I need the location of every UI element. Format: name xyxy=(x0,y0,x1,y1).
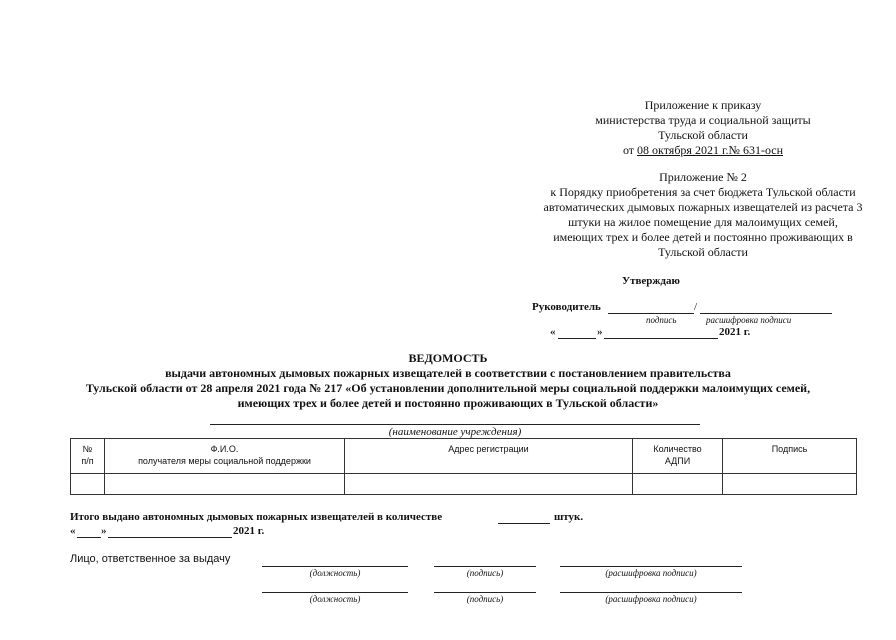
head-decoding-line xyxy=(700,313,832,314)
caption-decoding: расшифровка подписи xyxy=(706,315,792,325)
table-cell[interactable] xyxy=(345,474,633,495)
approval-month-line xyxy=(604,338,718,339)
appendix-2-block xyxy=(520,170,886,260)
table-row xyxy=(71,474,857,495)
approval-day-line xyxy=(558,338,596,339)
appendix-order-line3: Тульской области xyxy=(658,128,748,142)
header-number-label: № п/п xyxy=(81,444,94,466)
totals-date-open: « xyxy=(70,525,76,537)
table-cell[interactable] xyxy=(105,474,345,495)
table-cell[interactable] xyxy=(71,474,105,495)
signature-line xyxy=(434,566,536,567)
totals-suffix: штук. xyxy=(554,511,584,523)
header-name-label: Ф.И.О. получателя меры социальной поддержки xyxy=(138,444,311,466)
approval-date-close: » xyxy=(597,326,603,338)
subtitle-line: выдачи автономных дымовых пожарных извещателей в соответствии с постановлением правительства xyxy=(165,366,731,380)
decoding-caption: (расшифровка подписи) xyxy=(605,594,697,604)
header-name xyxy=(105,439,345,474)
appendix-2-line: к Порядку приобретения за счет бюджета Тульской области xyxy=(550,185,856,199)
subtitle-line: имеющих трех и более детей и постоянно проживающих в Тульской области» xyxy=(237,396,659,410)
totals-month-line xyxy=(108,537,232,538)
caption-signature: подпись xyxy=(646,315,677,325)
table-cell[interactable] xyxy=(633,474,723,495)
table-cell[interactable] xyxy=(723,474,857,495)
order-date: 08 октября 2021 г. xyxy=(637,143,729,157)
appendix-2-line: имеющих трех и более детей и постоянно проживающих в xyxy=(553,230,853,244)
position-caption: (должность) xyxy=(309,568,361,578)
totals-year: 2021 г. xyxy=(233,525,265,537)
appendix-order-line2: министерства труда и социальной защиты xyxy=(595,113,811,127)
header-address xyxy=(345,439,633,474)
appendix-2-line: штуки на жилое помещение для малоимущих семей, xyxy=(568,215,838,229)
institution-caption: (наименование учреждения) xyxy=(388,426,522,438)
appendix-order-date xyxy=(560,143,846,158)
responsible-label: Лицо, ответственное за выдачу xyxy=(70,553,231,565)
signature-caption: (подпись) xyxy=(466,594,504,604)
signature-line xyxy=(434,592,536,593)
totals-date-close: » xyxy=(101,525,107,537)
position-caption: (должность) xyxy=(309,594,361,604)
table-header-row xyxy=(71,439,857,474)
position-line xyxy=(262,592,408,593)
approval-date-open: « xyxy=(550,326,556,338)
decoding-line xyxy=(560,592,742,593)
header-quantity-label: Количество АДПИ xyxy=(653,444,702,466)
approve-label: Утверждаю xyxy=(622,275,680,287)
appendix-2-line: Тульской области xyxy=(658,245,748,259)
appendix-order-block xyxy=(560,98,846,158)
position-line xyxy=(262,566,408,567)
header-signature-label: Подпись xyxy=(771,444,808,454)
totals-day-line xyxy=(77,537,101,538)
header-quantity xyxy=(633,439,723,474)
appendix-2-line: автоматических дымовых пожарных извещателей из расчета 3 xyxy=(543,200,863,214)
slash-separator: / xyxy=(694,301,698,313)
order-number: № 631-осн xyxy=(728,143,784,157)
header-address-label: Адрес регистрации xyxy=(448,444,529,454)
approval-year: 2021 г. xyxy=(719,326,751,338)
signature-caption: (подпись) xyxy=(466,568,504,578)
head-label: Руководитель xyxy=(532,301,601,313)
totals-prefix: Итого выдано автономных дымовых пожарных извещателей в количестве xyxy=(70,511,443,523)
document-title: ВЕДОМОСТЬ xyxy=(408,351,488,365)
document-subtitle xyxy=(0,366,896,411)
decoding-line xyxy=(560,566,742,567)
totals-quantity-line xyxy=(498,523,550,524)
head-signature-line xyxy=(608,313,694,314)
decoding-caption: (расшифровка подписи) xyxy=(605,568,697,578)
subtitle-line: Тульской области от 28 апреля 2021 года № 217 «Об установлении дополнительной меры социальной поддержки малоимущих семей, xyxy=(85,381,811,395)
appendix-order-line1: Приложение к приказу xyxy=(644,98,762,112)
header-signature xyxy=(723,439,857,474)
date-prefix: от xyxy=(622,143,635,157)
recipients-table xyxy=(70,438,857,495)
header-number xyxy=(71,439,105,474)
appendix-2-title: Приложение № 2 xyxy=(659,170,747,184)
